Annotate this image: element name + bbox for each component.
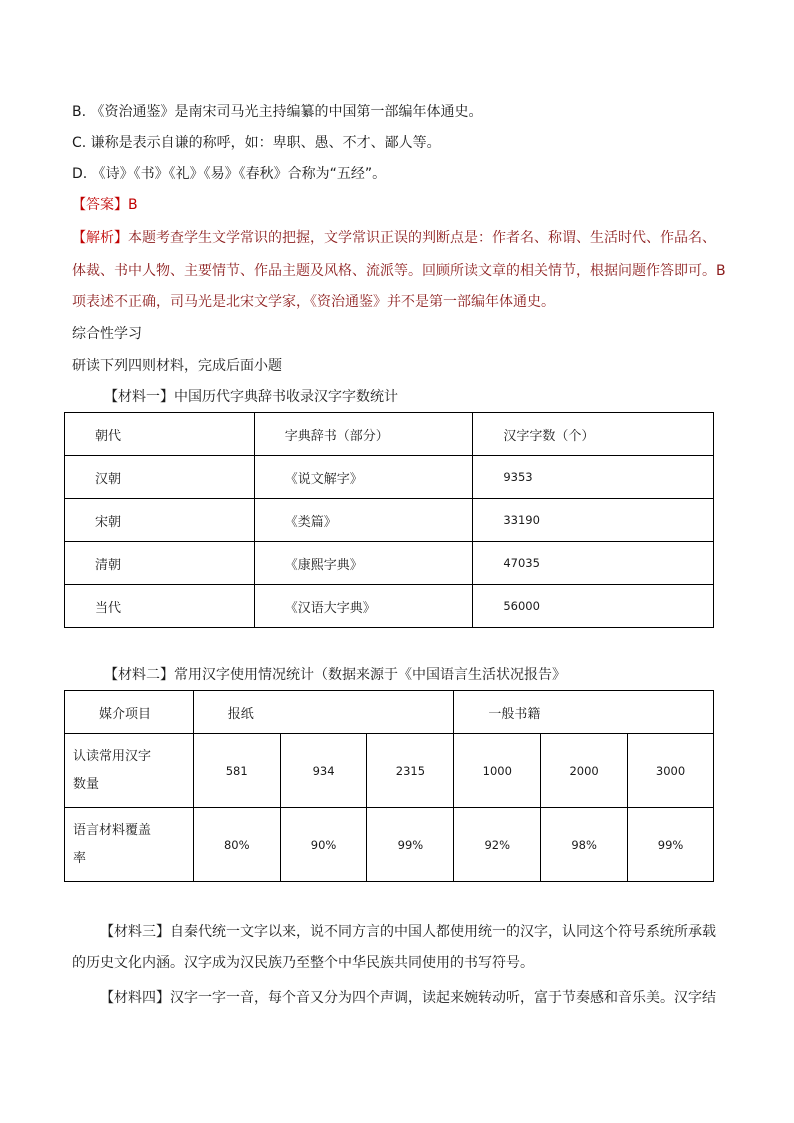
analysis-line-1 — [72, 228, 716, 248]
table-cell: 80% — [193, 808, 280, 882]
section-instruction: 研读下列四则材料，完成后面小题 — [72, 358, 282, 374]
material2-table — [64, 690, 714, 882]
table-cell: 98% — [541, 808, 628, 882]
row-label-line: 认读常用汉字 — [73, 748, 152, 764]
material3-text-1: 自秦代统一文字以来，说不同方言的中国人都使用统一的汉字，认同这个符号系统所承载 — [170, 924, 716, 940]
material3-line-2: 的历史文化内涵。汉字成为汉民族乃至整个中华民族共同使用的书写符号。 — [72, 955, 534, 971]
table-cell: 3000 — [628, 734, 714, 808]
material1-caption: 【材料一】中国历代字典辞书收录汉字字数统计 — [104, 389, 398, 405]
material3-label: 【材料三】 — [100, 924, 170, 940]
header-dictionary: 字典辞书（部分） — [254, 413, 473, 456]
cell-dictionary: 《汉语大字典》 — [254, 585, 473, 628]
row-label-coverage — [65, 808, 194, 882]
option-c: C. 谦称是表示自谦的称呼，如：卑职、愚、不才、鄙人等。 — [72, 135, 441, 151]
cell-dynasty: 当代 — [65, 585, 255, 628]
table-cell: 99% — [628, 808, 714, 882]
table-header-row — [65, 413, 714, 456]
table-cell: 2000 — [541, 734, 628, 808]
answer-value: B — [128, 197, 138, 213]
header-char-count: 汉字字数（个） — [473, 413, 714, 456]
analysis-line-2: 体裁、书中人物、主要情节、作品主题及风格、流派等。回顾所读文章的相关情节，根据问题作答即可。B — [72, 263, 726, 279]
table-cell: 581 — [193, 734, 280, 808]
row-label-line: 语言材料覆盖 — [73, 822, 152, 838]
table-cell: 1000 — [454, 734, 541, 808]
analysis-text-1: 本题考查学生文学常识的把握，文学常识正误的判断点是：作者名、称谓、生活时代、作品名、 — [128, 230, 716, 246]
material2-caption: 【材料二】常用汉字使用情况统计（数据来源于《中国语言生活状况报告》 — [104, 667, 566, 683]
option-b: B. 《资治通鉴》是南宋司马光主持编纂的中国第一部编年体通史。 — [72, 104, 483, 120]
material1-table — [64, 412, 714, 628]
cell-dictionary: 《说文解字》 — [254, 456, 473, 499]
row-label-line: 数量 — [73, 776, 100, 792]
header-newspaper: 报纸 — [193, 691, 454, 734]
table-cell: 92% — [454, 808, 541, 882]
analysis-label: 【解析】 — [72, 230, 128, 246]
material3-paragraph — [72, 917, 718, 979]
section-title: 综合性学习 — [72, 326, 142, 342]
table-cell: 99% — [367, 808, 454, 882]
table-row — [65, 734, 714, 808]
option-d: D. 《诗》《书》《礼》《易》《春秋》合称为“五经”。 — [72, 166, 387, 182]
cell-char-count: 33190 — [473, 499, 714, 542]
table-cell: 934 — [280, 734, 367, 808]
table-row — [65, 542, 714, 585]
cell-dynasty: 宋朝 — [65, 499, 255, 542]
answer-label: 【答案】 — [72, 197, 128, 213]
cell-dictionary: 《类篇》 — [254, 499, 473, 542]
cell-dynasty: 清朝 — [65, 542, 255, 585]
header-books: 一般书籍 — [454, 691, 714, 734]
cell-char-count: 56000 — [473, 585, 714, 628]
material4-label: 【材料四】 — [100, 990, 170, 1006]
cell-char-count: 47035 — [473, 542, 714, 585]
material3-line-1 — [72, 917, 718, 948]
row-label-char-count — [65, 734, 194, 808]
row-label-line: 率 — [73, 850, 87, 866]
material4-line-1 — [72, 983, 718, 1014]
material4-paragraph — [72, 983, 718, 1014]
analysis-line-3: 项表述不正确，司马光是北宋文学家，《资治通鉴》并不是第一部编年体通史。 — [72, 294, 555, 310]
cell-dictionary: 《康熙字典》 — [254, 542, 473, 585]
header-media: 媒介项目 — [65, 691, 194, 734]
table-row — [65, 499, 714, 542]
cell-char-count: 9353 — [473, 456, 714, 499]
header-dynasty: 朝代 — [65, 413, 255, 456]
table-cell: 2315 — [367, 734, 454, 808]
table-row — [65, 585, 714, 628]
material4-text-1: 汉字一字一音，每个音又分为四个声调，读起来婉转动听，富于节奏感和音乐美。汉字结 — [170, 990, 716, 1006]
table-row — [65, 456, 714, 499]
answer-line — [72, 195, 138, 215]
table-cell: 90% — [280, 808, 367, 882]
table-header-row — [65, 691, 714, 734]
table-row — [65, 808, 714, 882]
cell-dynasty: 汉朝 — [65, 456, 255, 499]
